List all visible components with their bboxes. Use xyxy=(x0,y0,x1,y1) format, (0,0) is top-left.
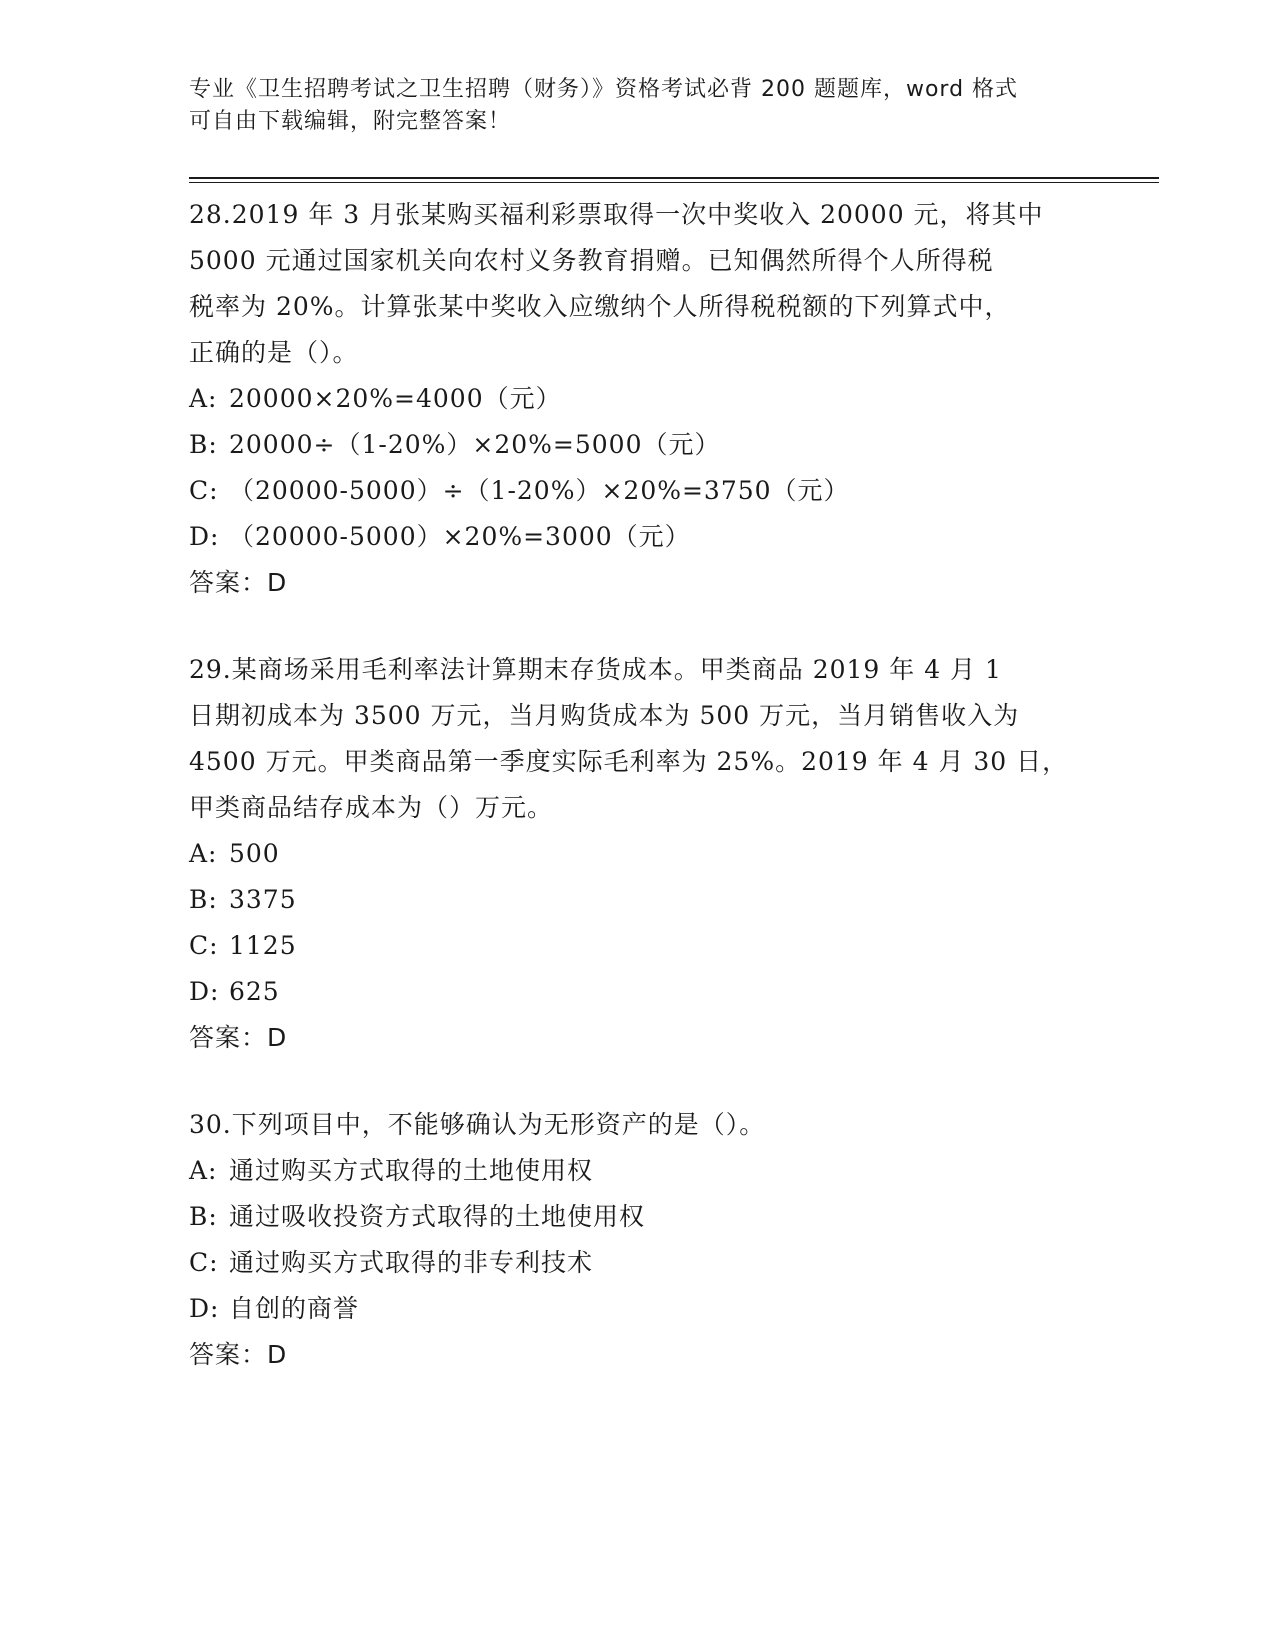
option-b xyxy=(189,422,1089,468)
answer-line: 答案：D xyxy=(189,1023,288,1052)
option-letter: C: xyxy=(189,931,219,960)
option-text: 20000÷（1-20%）×20%=5000（元） xyxy=(229,430,721,459)
option-letter: B: xyxy=(189,885,218,914)
option-c xyxy=(189,1240,1089,1286)
header-line: 专业《卫生招聘考试之卫生招聘（财务）》资格考试必背 200 题题库，word 格式 xyxy=(189,77,1019,102)
option-letter: D: xyxy=(189,522,220,551)
option-letter: A: xyxy=(189,839,218,868)
option-text: 20000×20%=4000（元） xyxy=(229,384,562,413)
option-text: 通过购买方式取得的非专利技术 xyxy=(229,1248,594,1277)
option-letter: A: xyxy=(189,1156,218,1185)
header-line: 可自由下载编辑，附完整答案！ xyxy=(189,109,512,134)
option-text: （20000-5000）÷（1-20%）×20%=3750（元） xyxy=(229,476,850,505)
option-a xyxy=(189,831,1089,877)
document-header xyxy=(189,74,1089,138)
option-letter: C: xyxy=(189,1248,219,1277)
option-text: 通过吸收投资方式取得的土地使用权 xyxy=(229,1202,646,1231)
option-text: 1125 xyxy=(229,931,297,960)
question-28 xyxy=(189,192,1089,606)
answer-line: 答案：D xyxy=(189,1340,288,1369)
question-stem: 5000 元通过国家机关向农村义务教育捐赠。已知偶然所得个人所得税 xyxy=(189,246,994,275)
option-a xyxy=(189,1148,1089,1194)
option-text: 自创的商誉 xyxy=(229,1294,360,1323)
option-letter: D: xyxy=(189,1294,220,1323)
option-text: 500 xyxy=(229,839,280,868)
question-stem: 28.2019 年 3 月张某购买福利彩票取得一次中奖收入 20000 元，将其中 xyxy=(189,200,1044,229)
question-stem: 30.下列项目中，不能够确认为无形资产的是（）。 xyxy=(189,1110,766,1139)
option-text: 通过购买方式取得的土地使用权 xyxy=(229,1156,594,1185)
question-stem: 29.某商场采用毛利率法计算期末存货成本。甲类商品 2019 年 4 月 1 xyxy=(189,655,1002,684)
option-text: 3375 xyxy=(229,885,297,914)
option-d xyxy=(189,969,1089,1015)
question-stem: 正确的是（）。 xyxy=(189,338,359,367)
option-a xyxy=(189,376,1089,422)
question-stem: 甲类商品结存成本为（）万元。 xyxy=(189,793,554,822)
option-letter: A: xyxy=(189,384,218,413)
option-b xyxy=(189,1194,1089,1240)
question-29 xyxy=(189,647,1089,1061)
header-divider xyxy=(189,177,1159,179)
question-stem: 日期初成本为 3500 万元，当月购货成本为 500 万元，当月销售收入为 xyxy=(189,701,1020,730)
option-d xyxy=(189,514,1089,560)
question-list xyxy=(189,192,1089,1419)
option-text: （20000-5000）×20%=3000（元） xyxy=(229,522,691,551)
option-d xyxy=(189,1286,1089,1332)
header-divider-thin xyxy=(189,182,1159,183)
option-letter: B: xyxy=(189,430,218,459)
option-text: 625 xyxy=(229,977,280,1006)
option-letter: C: xyxy=(189,476,219,505)
option-c xyxy=(189,468,1089,514)
answer-line: 答案：D xyxy=(189,568,288,597)
option-letter: B: xyxy=(189,1202,218,1231)
question-stem: 4500 万元。甲类商品第一季度实际毛利率为 25%。2019 年 4 月 30 日， xyxy=(189,747,1069,776)
option-letter: D: xyxy=(189,977,220,1006)
question-30 xyxy=(189,1102,1089,1378)
option-c xyxy=(189,923,1089,969)
question-stem: 税率为 20%。计算张某中奖收入应缴纳个人所得税税额的下列算式中， xyxy=(189,292,1011,321)
option-b xyxy=(189,877,1089,923)
